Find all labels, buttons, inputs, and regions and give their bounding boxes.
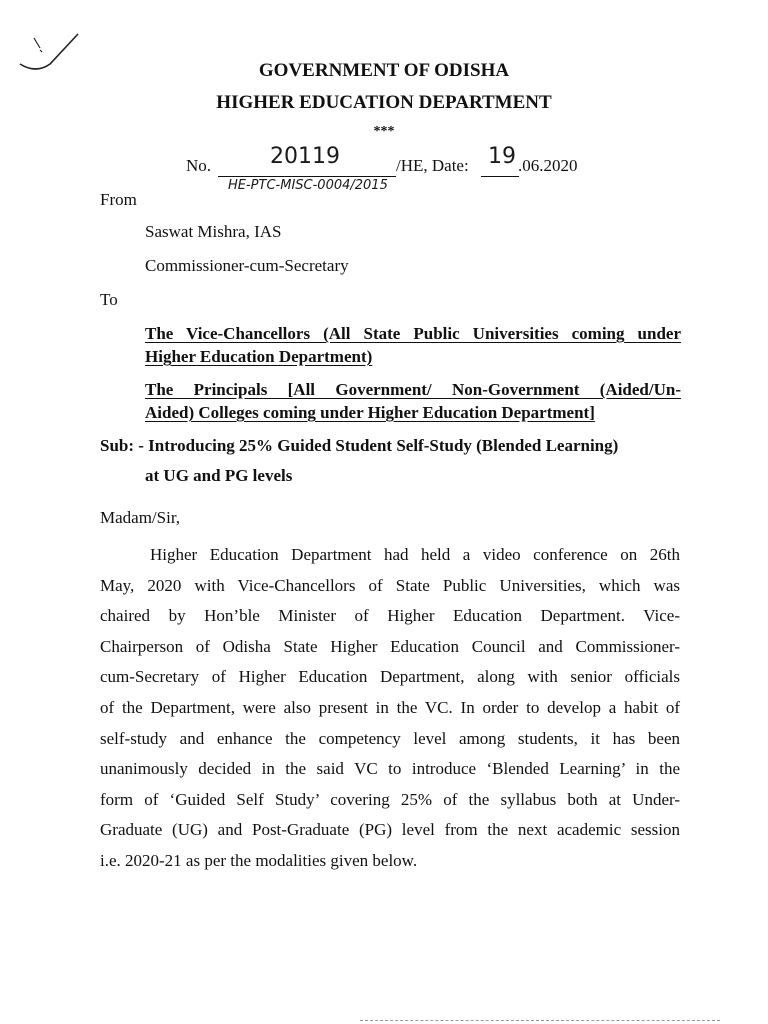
body-line: May, 2020 with Vice-Chancellors of State Public Universities, which was	[100, 575, 680, 595]
body-line: Graduate (UG) and Post-Graduate (PG) level from the next academic session	[100, 820, 680, 840]
body-line: Higher Education Department had held a video conference on 26th	[150, 545, 680, 564]
body-paragraph	[100, 540, 680, 877]
body-line: unanimously decided in the said VC to introduce ‘Blended Learning’ in the	[100, 759, 680, 779]
date-month-year: .06.2020	[518, 156, 578, 175]
recipient-2-line-1: The Principals [All Government/ Non-Government (Aided/Un-	[145, 380, 681, 399]
department-title: HIGHER EDUCATION DEPARTMENT	[216, 92, 552, 113]
from-label: From	[100, 190, 137, 209]
body-line: cum-Secretary of Higher Education Department, along with senior officials	[100, 667, 680, 687]
ref-number-handwritten: 20119	[270, 144, 340, 169]
ref-suffix: /HE, Date:	[396, 156, 469, 175]
scan-edge-artifact	[360, 1020, 720, 1021]
salutation: Madam/Sir,	[100, 508, 181, 527]
recipient-1-line-1: The Vice-Chancellors (All State Public Universities coming under	[145, 324, 681, 343]
body-line: form of ‘Guided Self Study’ covering 25% of the syllabus both at Under-	[100, 789, 680, 809]
ref-no-underline	[218, 176, 396, 177]
file-number-handwritten: HE-PTC-MISC-0004/2015	[228, 178, 388, 193]
date-underline	[481, 176, 519, 177]
ref-no-label: No.	[186, 156, 212, 175]
date-day-handwritten: 19	[488, 144, 516, 169]
body-line: self-study and enhance the competency level among students, it has been	[100, 728, 680, 748]
recipient-2-line-2: Aided) Colleges coming under Higher Education Department]	[145, 403, 595, 422]
body-line: i.e. 2020-21 as per the modalities given below.	[100, 850, 418, 870]
government-title: GOVERNMENT OF ODISHA	[258, 60, 510, 81]
sender-name: Saswat Mishra, IAS	[145, 222, 282, 241]
separator: ***	[373, 124, 395, 139]
recipient-1-line-2: Higher Education Department)	[145, 347, 373, 366]
sender-designation: Commissioner-cum-Secretary	[145, 256, 349, 275]
body-line: chaired by Hon’ble Minister of Higher Education Department. Vice-	[100, 606, 680, 626]
body-line: Chairperson of Odisha State Higher Education Council and Commissioner-	[100, 636, 680, 656]
body-line: of the Department, were also present in the VC. In order to develop a habit of	[100, 697, 680, 717]
to-label: To	[100, 290, 118, 309]
subject-line-2: at UG and PG levels	[145, 466, 293, 485]
subject-line-1: Sub: - Introducing 25% Guided Student Self-Study (Blended Learning)	[100, 436, 619, 455]
